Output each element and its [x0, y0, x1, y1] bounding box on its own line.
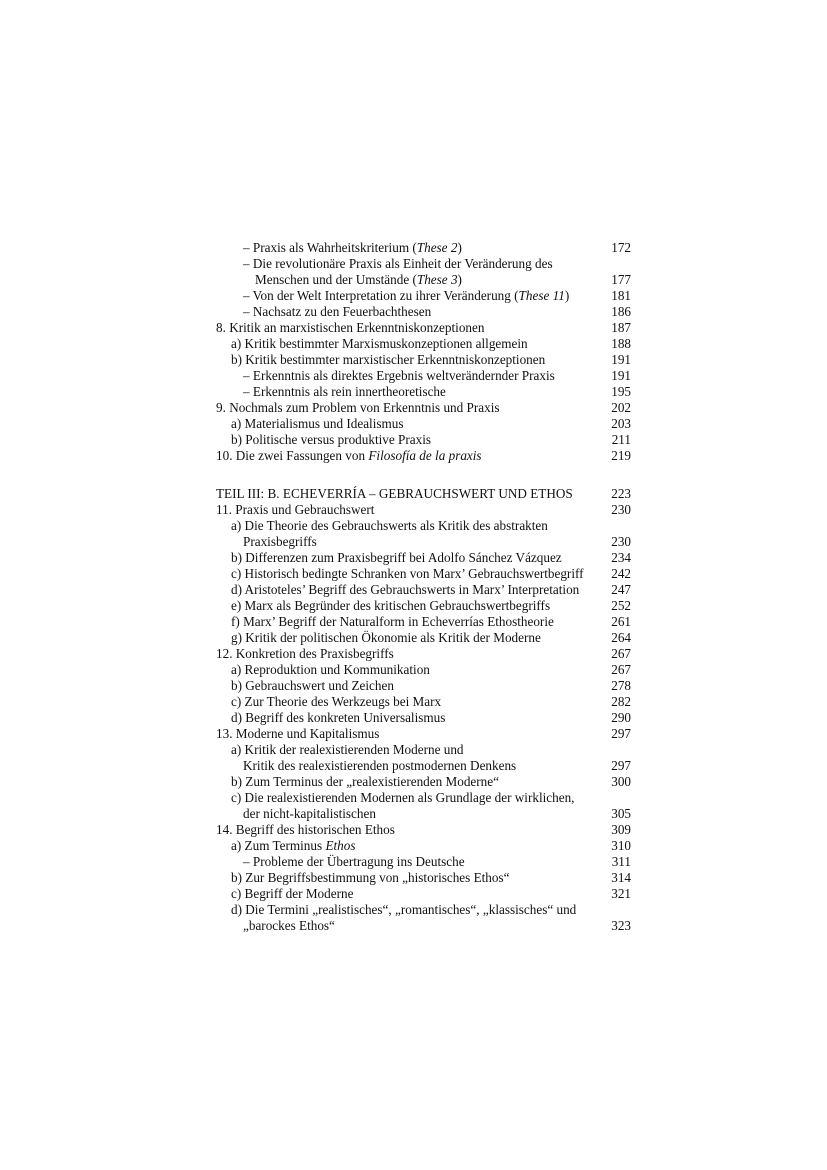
- toc-entry-title-text: 13. Moderne und Kapitalismus: [216, 726, 380, 741]
- toc-entry: [216, 742, 631, 758]
- toc-entry-title: [231, 614, 554, 630]
- toc-entry-title: [216, 400, 500, 416]
- toc-entry-title-text: b) Gebrauchswert und Zeichen: [231, 678, 394, 693]
- toc-entry-title-text: b) Zum Terminus der „realexistierenden Moderne“: [231, 774, 499, 789]
- toc-entry: [216, 806, 631, 822]
- toc-entry-page-number: 187: [611, 320, 631, 335]
- toc-entry-page-number: 203: [611, 416, 631, 431]
- toc-entry-title-text: ): [564, 288, 570, 303]
- toc-entry-title: [231, 838, 355, 854]
- toc-entry: [216, 566, 631, 582]
- toc-entry: [216, 710, 631, 726]
- toc-entry: [216, 336, 631, 352]
- toc-entry-title: [216, 646, 394, 662]
- toc-entry: [216, 854, 631, 870]
- toc-entry-page-number: 297: [611, 758, 631, 773]
- toc-entry-page-number: 211: [611, 432, 631, 447]
- toc-entry-page-number: 297: [611, 726, 631, 741]
- toc-entry-title: [231, 886, 353, 902]
- toc-entry-title: [216, 726, 379, 742]
- toc-entry-title: [216, 502, 374, 518]
- toc-entry: [216, 726, 631, 742]
- toc-entry: [216, 758, 631, 774]
- toc-entry-title-text: a) Materialismus und Idealismus: [231, 416, 404, 431]
- toc-entry-title-text: a) Kritik der realexistierenden Moderne und: [231, 742, 464, 757]
- toc-entry-title-text: a) Die Theorie des Gebrauchswerts als Kritik des abstrakten: [231, 518, 548, 533]
- toc-entry-title-text: – Von der Welt Interpretation zu ihrer Veränderung (: [243, 288, 519, 303]
- toc-entry-title-text: c) Zur Theorie des Werkzeugs bei Marx: [231, 694, 442, 709]
- toc-entry-page-number: 314: [611, 870, 631, 885]
- section-gap: [216, 464, 631, 486]
- toc-entry-title: [231, 432, 431, 448]
- toc-entry-page-number: 311: [611, 854, 631, 869]
- toc-entry-title-text: d) Die Termini „realistisches“, „romantisches“, „klassisches“ und: [231, 902, 577, 917]
- toc-entry-title-italic: These 2: [416, 240, 458, 255]
- toc-entry-page-number: 300: [611, 774, 631, 789]
- toc-entry-title-text: 10. Die zwei Fassungen von: [216, 448, 369, 463]
- toc-entry-title: [216, 320, 484, 336]
- toc-entry: [216, 582, 631, 598]
- toc-entry: [216, 288, 631, 304]
- toc-entry-title: [231, 582, 579, 598]
- toc-entry-title: [231, 870, 509, 886]
- toc-entry-title-text: Praxisbegriffs: [243, 534, 317, 549]
- toc-entry-title-text: 12. Konkretion des Praxisbegriffs: [216, 646, 394, 661]
- toc-entry-page-number: 278: [611, 678, 631, 693]
- toc-entry-title-text: Menschen und der Umstände (: [255, 272, 417, 287]
- toc-entry: [216, 918, 631, 934]
- toc-entry-title-text: 8. Kritik an marxistischen Erkenntniskonzeptionen: [216, 320, 485, 335]
- toc-entry-title: [243, 806, 376, 822]
- toc-entry-title-text: e) Marx als Begründer des kritischen Gebrauchswertbegriffs: [231, 598, 551, 613]
- toc-entry-page-number: 191: [611, 368, 631, 383]
- toc-entry: [216, 272, 631, 288]
- toc-entry-title: [243, 758, 516, 774]
- toc-entry-page-number: 321: [611, 886, 631, 901]
- toc-entry: [216, 550, 631, 566]
- toc-entry-title-text: Kritik des realexistierenden postmodernen Denkens: [243, 758, 517, 773]
- toc-entry: [216, 694, 631, 710]
- toc-entry-title-text: ): [457, 240, 462, 255]
- toc-entry-title: [243, 918, 335, 934]
- toc-entry-title: [255, 272, 462, 288]
- toc-entry-title-text: der nicht-kapitalistischen: [243, 806, 376, 821]
- toc-entry-page-number: 309: [611, 822, 631, 837]
- toc-entry-title: [216, 448, 482, 464]
- toc-entry-title-text: f) Marx’ Begriff der Naturalform in Echeverrías Ethostheorie: [231, 614, 554, 629]
- toc-entry-title: [231, 352, 545, 368]
- toc-entry: [216, 790, 631, 806]
- toc-entry-title-text: „barockes Ethos“: [243, 918, 335, 933]
- toc-entry-title: [243, 384, 446, 400]
- toc-entry-title-text: – Nachsatz zu den Feuerbachthesen: [243, 304, 432, 319]
- toc-entry: [216, 822, 631, 838]
- toc-entry-page-number: 264: [611, 630, 631, 645]
- toc-entry-title: [243, 240, 462, 256]
- toc-entry-title-text: b) Politische versus produktive Praxis: [231, 432, 431, 447]
- toc-entry: [216, 304, 631, 320]
- toc-entry: [216, 902, 631, 918]
- toc-entry-title-text: TEIL III: B. ECHEVERRÍA – GEBRAUCHSWERT UND ETHOS: [216, 486, 573, 501]
- toc-entry-title: [231, 630, 541, 646]
- toc-entry: [216, 416, 631, 432]
- toc-entry: [216, 256, 631, 272]
- toc-entry-title-text: c) Die realexistierenden Modernen als Grundlage der wirklichen,: [231, 790, 575, 805]
- toc-entry-title: [231, 694, 441, 710]
- toc-entry-title: [231, 774, 499, 790]
- toc-entry: [216, 662, 631, 678]
- toc-entry-page-number: 234: [611, 550, 631, 565]
- table-of-contents: [216, 240, 631, 934]
- toc-entry: [216, 838, 631, 854]
- toc-entry-page-number: 219: [611, 448, 631, 463]
- toc-entry-page-number: 195: [611, 384, 631, 399]
- toc-entry: [216, 486, 631, 502]
- toc-entry-title: [231, 416, 404, 432]
- toc-block-part-iii: [216, 486, 631, 934]
- toc-entry-page-number: 310: [611, 838, 631, 853]
- toc-entry-title-italic: Ethos: [325, 838, 356, 853]
- toc-entry: [216, 502, 631, 518]
- toc-entry: [216, 614, 631, 630]
- toc-entry-title: [231, 790, 574, 806]
- toc-entry-title-text: 14. Begriff des historischen Ethos: [216, 822, 395, 837]
- toc-entry-title: [231, 902, 576, 918]
- toc-entry-title-text: – Erkenntnis als direktes Ergebnis weltverändernder Praxis: [243, 368, 555, 383]
- toc-entry: [216, 320, 631, 336]
- toc-entry: [216, 448, 631, 464]
- toc-entry-page-number: 252: [611, 598, 631, 613]
- toc-entry-title: [231, 678, 394, 694]
- toc-entry-title-text: a) Reproduktion und Kommunikation: [231, 662, 430, 677]
- toc-entry-title-text: b) Differenzen zum Praxisbegriff bei Adolfo Sánchez Vázquez: [231, 550, 562, 565]
- toc-entry-page-number: 177: [611, 272, 631, 287]
- toc-entry-page-number: 323: [611, 918, 631, 933]
- toc-entry: [216, 630, 631, 646]
- toc-entry-title-text: b) Kritik bestimmter marxistischer Erkenntniskonzeptionen: [231, 352, 546, 367]
- toc-entry-page-number: 261: [611, 614, 631, 629]
- toc-entry-title-text: 9. Nochmals zum Problem von Erkenntnis und Praxis: [216, 400, 500, 415]
- toc-block-part-ii: [216, 240, 631, 464]
- toc-entry-title-italic: These 3: [416, 272, 458, 287]
- toc-entry-page-number: 247: [611, 582, 631, 597]
- toc-entry: [216, 368, 631, 384]
- toc-entry-page-number: 282: [611, 694, 631, 709]
- toc-entry-page-number: 242: [611, 566, 631, 581]
- toc-entry: [216, 678, 631, 694]
- toc-entry-page-number: 230: [611, 502, 631, 517]
- toc-entry-page-number: 290: [611, 710, 631, 725]
- toc-entry: [216, 534, 631, 550]
- toc-entry-page-number: 186: [611, 304, 631, 319]
- toc-entry-title-text: d) Aristoteles’ Begriff des Gebrauchswerts in Marx’ Interpretation: [231, 582, 580, 597]
- toc-entry-page-number: 267: [611, 646, 631, 661]
- toc-entry-title: [231, 662, 430, 678]
- toc-entry-title-text: – Probleme der Übertragung ins Deutsche: [243, 854, 465, 869]
- toc-entry-page-number: 191: [611, 352, 631, 367]
- toc-entry-title: [231, 336, 528, 352]
- toc-entry-title: [231, 742, 464, 758]
- toc-entry-page-number: 267: [611, 662, 631, 677]
- toc-entry-title-text: – Die revolutionäre Praxis als Einheit der Veränderung des: [243, 256, 553, 271]
- toc-entry: [216, 400, 631, 416]
- toc-entry: [216, 432, 631, 448]
- toc-entry-title: [231, 566, 584, 582]
- toc-entry-title: [231, 710, 445, 726]
- toc-entry-title-text: b) Zur Begriffsbestimmung von „historisches Ethos“: [231, 870, 510, 885]
- toc-entry: [216, 774, 631, 790]
- toc-entry: [216, 384, 631, 400]
- toc-entry-title-text: – Erkenntnis als rein innertheoretische: [243, 384, 446, 399]
- toc-entry: [216, 598, 631, 614]
- toc-entry-title: [231, 518, 548, 534]
- toc-entry-title: [243, 256, 553, 272]
- toc-entry-title: [243, 854, 465, 870]
- toc-entry: [216, 870, 631, 886]
- toc-entry: [216, 646, 631, 662]
- toc-entry-title-italic: These 11: [518, 288, 565, 303]
- toc-entry-title: [216, 486, 573, 502]
- toc-entry-title-text: 11. Praxis und Gebrauchswert: [216, 502, 375, 517]
- toc-entry: [216, 518, 631, 534]
- toc-entry-title-text: d) Begriff des konkreten Universalismus: [231, 710, 446, 725]
- toc-entry-title-text: ): [457, 272, 462, 287]
- toc-entry-title: [243, 288, 569, 304]
- toc-entry-title: [231, 598, 550, 614]
- toc-entry-page-number: 188: [611, 336, 631, 351]
- toc-entry: [216, 352, 631, 368]
- toc-entry-title: [216, 822, 395, 838]
- toc-entry-page-number: 223: [611, 486, 631, 501]
- toc-entry-title-text: a) Zum Terminus: [231, 838, 326, 853]
- toc-entry: [216, 240, 631, 256]
- toc-entry-title-text: g) Kritik der politischen Ökonomie als Kritik der Moderne: [231, 630, 541, 645]
- toc-entry-page-number: 172: [611, 240, 631, 255]
- toc-entry-title-text: c) Historisch bedingte Schranken von Marx’ Gebrauchswertbegriff: [231, 566, 584, 581]
- toc-entry-title: [243, 304, 431, 320]
- toc-entry-title-text: c) Begriff der Moderne: [231, 886, 354, 901]
- toc-entry-title: [243, 368, 555, 384]
- toc-entry-page-number: 202: [611, 400, 631, 415]
- toc-entry-title: [231, 550, 562, 566]
- toc-entry-title-italic: Filosofía de la praxis: [368, 448, 482, 463]
- toc-entry-title-text: – Praxis als Wahrheitskriterium (: [243, 240, 417, 255]
- toc-entry-title-text: a) Kritik bestimmter Marxismuskonzeptionen allgemein: [231, 336, 528, 351]
- toc-entry: [216, 886, 631, 902]
- toc-entry-title: [243, 534, 317, 550]
- toc-entry-page-number: 305: [611, 806, 631, 821]
- toc-entry-page-number: 230: [611, 534, 631, 549]
- toc-entry-page-number: 181: [611, 288, 631, 303]
